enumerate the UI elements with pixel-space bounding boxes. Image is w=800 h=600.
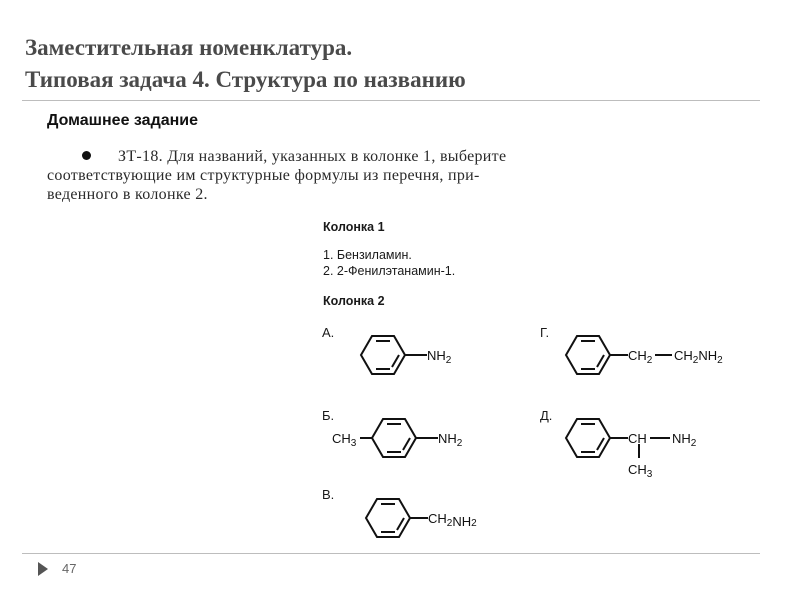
svg-text:NH2: $NH_2$ <box>427 348 452 366</box>
task-line-1: ЗТ-18. Для названий, указанных в колонке 1, выберите <box>118 148 507 165</box>
task-line-3: веденного в колонке 2. <box>47 186 208 203</box>
homework-heading: Домашнее задание <box>47 112 199 129</box>
molecule-phenylethanamine <box>560 325 770 385</box>
svg-text:NH2: $NH_2$ <box>438 431 463 449</box>
svg-text:CH: CH <box>628 431 647 446</box>
title-divider <box>22 100 760 101</box>
molecule-aniline <box>355 325 485 385</box>
molecule-1-phenylethanamine <box>560 408 730 488</box>
column1-item-2: 2. 2-Фенилэтанамин-1. <box>323 264 456 278</box>
slide-title <box>25 32 466 96</box>
molecule-benzylamine <box>360 488 510 548</box>
molecule-toluidine <box>330 408 490 468</box>
title-line-2: Типовая задача 4. Структура по названию <box>25 67 466 92</box>
task-line-2: соответствующие им структурные формулы из перечня, при- <box>47 167 480 184</box>
title-line-1: Заместительная номенклатура. <box>25 35 353 60</box>
next-slide-arrow-icon[interactable] <box>38 562 48 576</box>
option-d-label: Д. <box>540 408 553 423</box>
page-number: 47 <box>62 561 77 576</box>
svg-text:NH2: $NH_2$ <box>672 431 697 449</box>
svg-text:CH2NH2: $CH_2NH_2$ <box>674 348 723 366</box>
svg-text:CH2: $CH_2$ <box>628 348 653 366</box>
column2-heading: Колонка 2 <box>323 294 385 308</box>
task-text <box>47 147 627 204</box>
column1-heading: Колонка 1 <box>323 220 385 234</box>
footer-divider <box>22 553 760 554</box>
svg-text:CH2NH2: $CH_2NH2$ <box>428 511 477 529</box>
option-g-label: Г. <box>540 325 550 340</box>
svg-text:CH3: $CH_3$ <box>628 462 653 480</box>
option-b-label: Б. <box>322 408 335 423</box>
option-v-label: В. <box>322 487 335 502</box>
column1-item-1: 1. Бензиламин. <box>323 248 412 262</box>
option-a-label: А. <box>322 325 335 340</box>
svg-text:CH3: $CH_3$ <box>332 431 357 449</box>
